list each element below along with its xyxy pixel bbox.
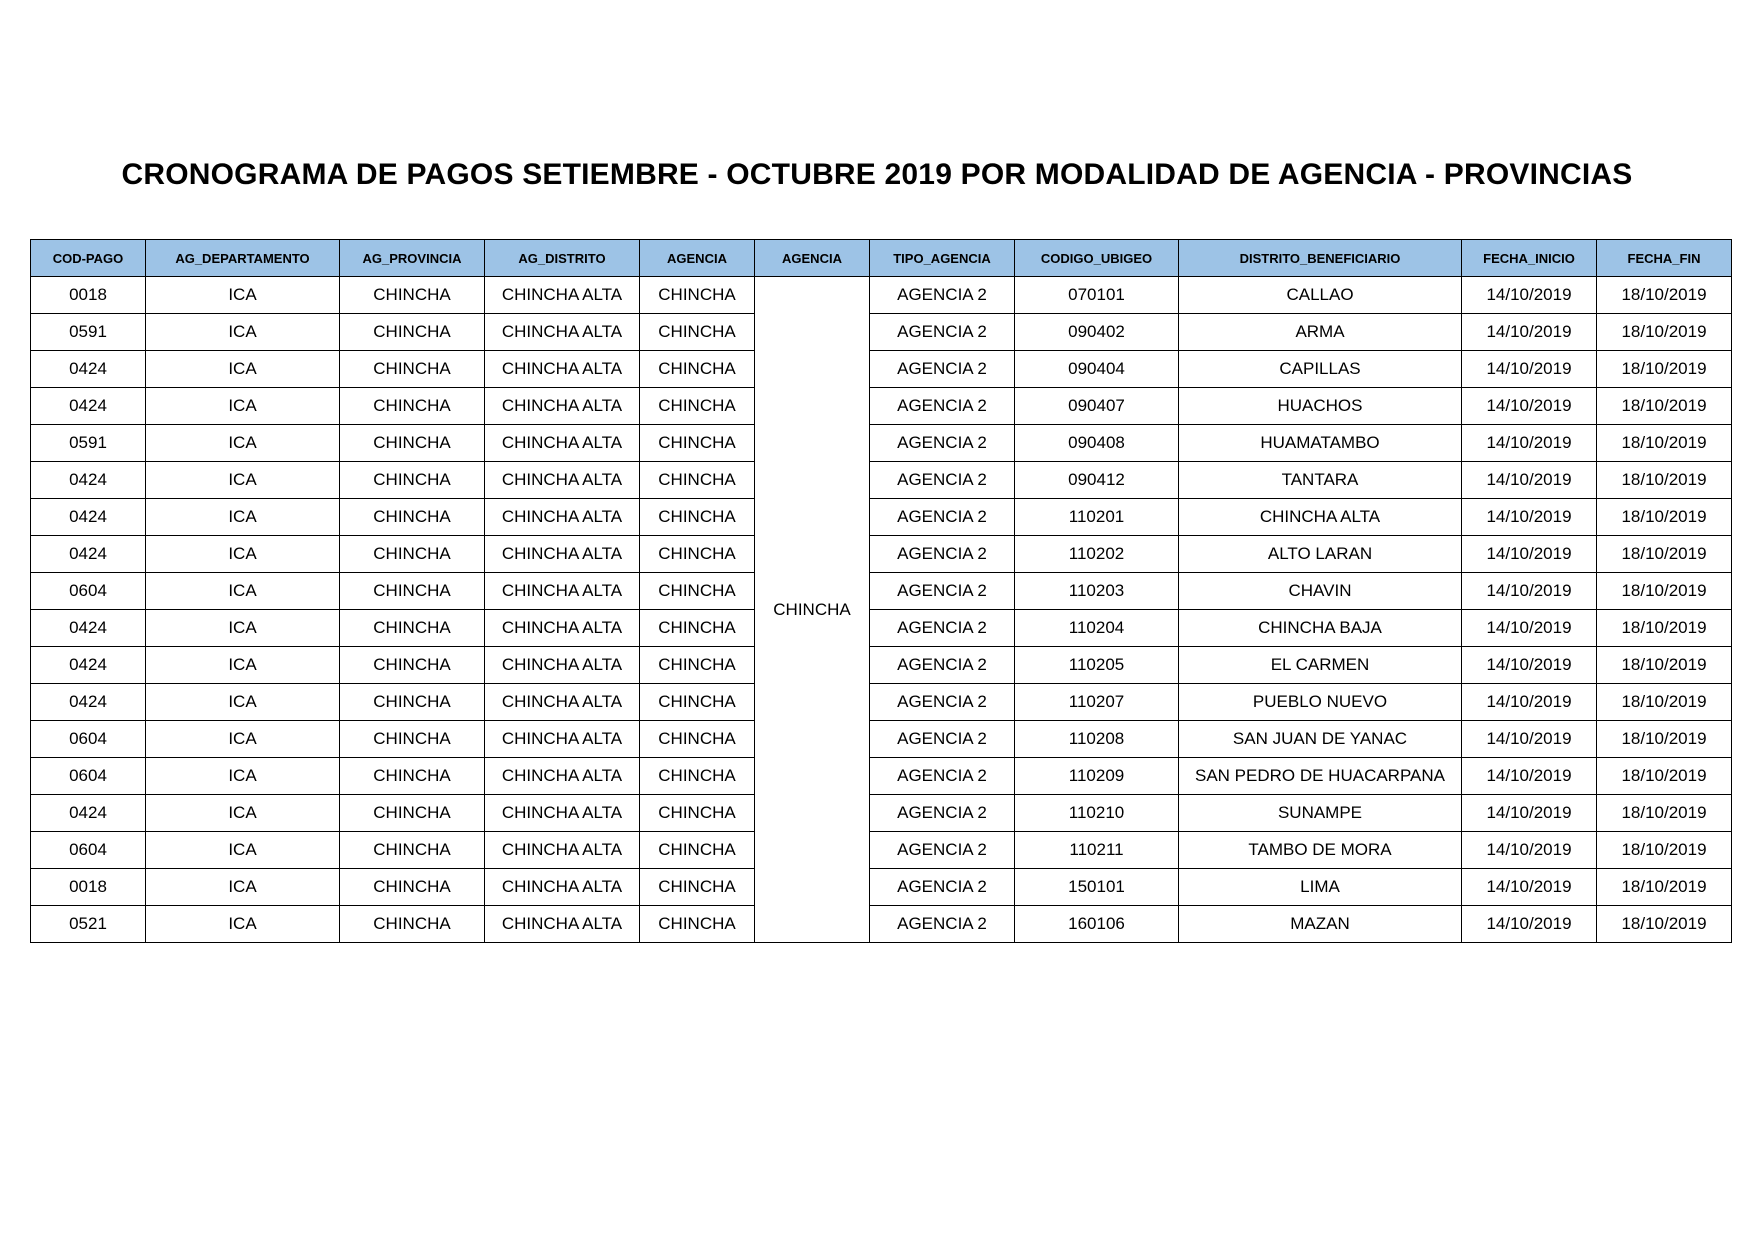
- fecha-fin-cell: 18/10/2019: [1597, 832, 1732, 869]
- table-row: [31, 499, 1732, 536]
- fecha-inicio-cell: 14/10/2019: [1462, 536, 1597, 573]
- cod-pago-cell: 0424: [31, 388, 146, 425]
- fecha-inicio-cell: 14/10/2019: [1462, 832, 1597, 869]
- tipo-agencia-cell: AGENCIA 2: [870, 314, 1015, 351]
- column-header-fecha-inicio: FECHA_INICIO: [1462, 240, 1597, 277]
- tipo-agencia-cell: AGENCIA 2: [870, 499, 1015, 536]
- distrito-beneficiario-cell: CAPILLAS: [1179, 351, 1462, 388]
- fecha-fin-cell: 18/10/2019: [1597, 536, 1732, 573]
- distrito-beneficiario-cell: CHAVIN: [1179, 573, 1462, 610]
- fecha-fin-cell: 18/10/2019: [1597, 684, 1732, 721]
- fecha-fin-cell: 18/10/2019: [1597, 499, 1732, 536]
- agencia-cell: CHINCHA: [640, 684, 755, 721]
- table-row: [31, 573, 1732, 610]
- fecha-inicio-cell: 14/10/2019: [1462, 721, 1597, 758]
- ag-distrito-cell: CHINCHA ALTA: [485, 869, 640, 906]
- column-header-ag-departamento: AG_DEPARTAMENTO: [146, 240, 340, 277]
- fecha-fin-cell: 18/10/2019: [1597, 277, 1732, 314]
- distrito-beneficiario-cell: SUNAMPE: [1179, 795, 1462, 832]
- ag-distrito-cell: CHINCHA ALTA: [485, 795, 640, 832]
- tipo-agencia-cell: AGENCIA 2: [870, 758, 1015, 795]
- agencia-cell: CHINCHA: [640, 610, 755, 647]
- ag-provincia-cell: CHINCHA: [340, 351, 485, 388]
- ag-distrito-cell: CHINCHA ALTA: [485, 721, 640, 758]
- cod-pago-cell: 0424: [31, 462, 146, 499]
- ag-distrito-cell: CHINCHA ALTA: [485, 610, 640, 647]
- fecha-fin-cell: 18/10/2019: [1597, 610, 1732, 647]
- fecha-inicio-cell: 14/10/2019: [1462, 610, 1597, 647]
- agencia-merged-cell: CHINCHA: [755, 277, 870, 943]
- fecha-inicio-cell: 14/10/2019: [1462, 795, 1597, 832]
- codigo-ubigeo-cell: 110204: [1015, 610, 1179, 647]
- cod-pago-cell: 0424: [31, 684, 146, 721]
- fecha-inicio-cell: 14/10/2019: [1462, 388, 1597, 425]
- agencia-cell: CHINCHA: [640, 314, 755, 351]
- cod-pago-cell: 0591: [31, 425, 146, 462]
- ag-provincia-cell: CHINCHA: [340, 832, 485, 869]
- tipo-agencia-cell: AGENCIA 2: [870, 832, 1015, 869]
- ag-distrito-cell: CHINCHA ALTA: [485, 906, 640, 943]
- column-header-ag-provincia: AG_PROVINCIA: [340, 240, 485, 277]
- codigo-ubigeo-cell: 110207: [1015, 684, 1179, 721]
- cod-pago-cell: 0424: [31, 536, 146, 573]
- fecha-fin-cell: 18/10/2019: [1597, 758, 1732, 795]
- page-title: CRONOGRAMA DE PAGOS SETIEMBRE - OCTUBRE 2019 POR MODALIDAD DE AGENCIA - PROVINCIAS: [121, 158, 1633, 191]
- ag-departamento-cell: ICA: [146, 425, 340, 462]
- fecha-inicio-cell: 14/10/2019: [1462, 351, 1597, 388]
- ag-provincia-cell: CHINCHA: [340, 314, 485, 351]
- agencia-cell: CHINCHA: [640, 462, 755, 499]
- agencia-cell: CHINCHA: [640, 499, 755, 536]
- ag-provincia-cell: CHINCHA: [340, 573, 485, 610]
- agencia-cell: CHINCHA: [640, 277, 755, 314]
- fecha-fin-cell: 18/10/2019: [1597, 869, 1732, 906]
- agencia-cell: CHINCHA: [640, 795, 755, 832]
- ag-departamento-cell: ICA: [146, 277, 340, 314]
- agencia-cell: CHINCHA: [640, 906, 755, 943]
- fecha-fin-cell: 18/10/2019: [1597, 906, 1732, 943]
- cod-pago-cell: 0424: [31, 351, 146, 388]
- ag-provincia-cell: CHINCHA: [340, 721, 485, 758]
- table-body: [31, 277, 1732, 943]
- cod-pago-cell: 0424: [31, 499, 146, 536]
- fecha-inicio-cell: 14/10/2019: [1462, 462, 1597, 499]
- codigo-ubigeo-cell: 070101: [1015, 277, 1179, 314]
- codigo-ubigeo-cell: 110208: [1015, 721, 1179, 758]
- column-header-ag-distrito: AG_DISTRITO: [485, 240, 640, 277]
- codigo-ubigeo-cell: 090412: [1015, 462, 1179, 499]
- table-row: [31, 795, 1732, 832]
- tipo-agencia-cell: AGENCIA 2: [870, 869, 1015, 906]
- ag-provincia-cell: CHINCHA: [340, 684, 485, 721]
- cod-pago-cell: 0521: [31, 906, 146, 943]
- agencia-cell: CHINCHA: [640, 832, 755, 869]
- ag-departamento-cell: ICA: [146, 610, 340, 647]
- codigo-ubigeo-cell: 090407: [1015, 388, 1179, 425]
- distrito-beneficiario-cell: EL CARMEN: [1179, 647, 1462, 684]
- agencia-cell: CHINCHA: [640, 721, 755, 758]
- table-row: [31, 832, 1732, 869]
- table-row: [31, 351, 1732, 388]
- tipo-agencia-cell: AGENCIA 2: [870, 277, 1015, 314]
- ag-distrito-cell: CHINCHA ALTA: [485, 499, 640, 536]
- distrito-beneficiario-cell: TANTARA: [1179, 462, 1462, 499]
- column-header-tipo-agencia: TIPO_AGENCIA: [870, 240, 1015, 277]
- ag-provincia-cell: CHINCHA: [340, 758, 485, 795]
- tipo-agencia-cell: AGENCIA 2: [870, 425, 1015, 462]
- ag-distrito-cell: CHINCHA ALTA: [485, 647, 640, 684]
- ag-provincia-cell: CHINCHA: [340, 388, 485, 425]
- fecha-fin-cell: 18/10/2019: [1597, 647, 1732, 684]
- ag-distrito-cell: CHINCHA ALTA: [485, 277, 640, 314]
- ag-provincia-cell: CHINCHA: [340, 425, 485, 462]
- ag-distrito-cell: CHINCHA ALTA: [485, 573, 640, 610]
- ag-provincia-cell: CHINCHA: [340, 499, 485, 536]
- table-row: [31, 462, 1732, 499]
- distrito-beneficiario-cell: CHINCHA BAJA: [1179, 610, 1462, 647]
- table-row: [31, 610, 1732, 647]
- cod-pago-cell: 0604: [31, 721, 146, 758]
- ag-provincia-cell: CHINCHA: [340, 536, 485, 573]
- distrito-beneficiario-cell: SAN JUAN DE YANAC: [1179, 721, 1462, 758]
- ag-provincia-cell: CHINCHA: [340, 462, 485, 499]
- agencia-cell: CHINCHA: [640, 647, 755, 684]
- ag-distrito-cell: CHINCHA ALTA: [485, 314, 640, 351]
- distrito-beneficiario-cell: ALTO LARAN: [1179, 536, 1462, 573]
- cod-pago-cell: 0018: [31, 277, 146, 314]
- ag-provincia-cell: CHINCHA: [340, 795, 485, 832]
- ag-departamento-cell: ICA: [146, 758, 340, 795]
- codigo-ubigeo-cell: 110202: [1015, 536, 1179, 573]
- ag-departamento-cell: ICA: [146, 462, 340, 499]
- table-header-row: [31, 240, 1732, 277]
- fecha-inicio-cell: 14/10/2019: [1462, 906, 1597, 943]
- codigo-ubigeo-cell: 110210: [1015, 795, 1179, 832]
- table-row: [31, 721, 1732, 758]
- tipo-agencia-cell: AGENCIA 2: [870, 388, 1015, 425]
- fecha-inicio-cell: 14/10/2019: [1462, 869, 1597, 906]
- codigo-ubigeo-cell: 110203: [1015, 573, 1179, 610]
- tipo-agencia-cell: AGENCIA 2: [870, 351, 1015, 388]
- ag-departamento-cell: ICA: [146, 684, 340, 721]
- distrito-beneficiario-cell: HUAMATAMBO: [1179, 425, 1462, 462]
- ag-departamento-cell: ICA: [146, 795, 340, 832]
- fecha-inicio-cell: 14/10/2019: [1462, 499, 1597, 536]
- fecha-fin-cell: 18/10/2019: [1597, 314, 1732, 351]
- distrito-beneficiario-cell: CALLAO: [1179, 277, 1462, 314]
- agencia-cell: CHINCHA: [640, 536, 755, 573]
- fecha-fin-cell: 18/10/2019: [1597, 462, 1732, 499]
- ag-departamento-cell: ICA: [146, 647, 340, 684]
- table-row: [31, 906, 1732, 943]
- fecha-fin-cell: 18/10/2019: [1597, 351, 1732, 388]
- cod-pago-cell: 0018: [31, 869, 146, 906]
- ag-distrito-cell: CHINCHA ALTA: [485, 462, 640, 499]
- codigo-ubigeo-cell: 110211: [1015, 832, 1179, 869]
- distrito-beneficiario-cell: LIMA: [1179, 869, 1462, 906]
- cod-pago-cell: 0424: [31, 795, 146, 832]
- table-row: [31, 758, 1732, 795]
- fecha-inicio-cell: 14/10/2019: [1462, 684, 1597, 721]
- ag-departamento-cell: ICA: [146, 573, 340, 610]
- fecha-fin-cell: 18/10/2019: [1597, 721, 1732, 758]
- ag-departamento-cell: ICA: [146, 906, 340, 943]
- fecha-fin-cell: 18/10/2019: [1597, 425, 1732, 462]
- fecha-inicio-cell: 14/10/2019: [1462, 573, 1597, 610]
- table-row: [31, 388, 1732, 425]
- ag-provincia-cell: CHINCHA: [340, 647, 485, 684]
- agencia-cell: CHINCHA: [640, 758, 755, 795]
- table-row: [31, 425, 1732, 462]
- ag-distrito-cell: CHINCHA ALTA: [485, 684, 640, 721]
- ag-provincia-cell: CHINCHA: [340, 277, 485, 314]
- table-row: [31, 277, 1732, 314]
- column-header-agencia-merged: AGENCIA: [755, 240, 870, 277]
- ag-departamento-cell: ICA: [146, 499, 340, 536]
- fecha-fin-cell: 18/10/2019: [1597, 388, 1732, 425]
- codigo-ubigeo-cell: 110201: [1015, 499, 1179, 536]
- agencia-cell: CHINCHA: [640, 425, 755, 462]
- cod-pago-cell: 0591: [31, 314, 146, 351]
- codigo-ubigeo-cell: 160106: [1015, 906, 1179, 943]
- table-row: [31, 869, 1732, 906]
- agencia-cell: CHINCHA: [640, 351, 755, 388]
- tipo-agencia-cell: AGENCIA 2: [870, 573, 1015, 610]
- ag-departamento-cell: ICA: [146, 721, 340, 758]
- column-header-codigo-ubigeo: CODIGO_UBIGEO: [1015, 240, 1179, 277]
- codigo-ubigeo-cell: 150101: [1015, 869, 1179, 906]
- distrito-beneficiario-cell: PUEBLO NUEVO: [1179, 684, 1462, 721]
- ag-distrito-cell: CHINCHA ALTA: [485, 388, 640, 425]
- cod-pago-cell: 0604: [31, 573, 146, 610]
- ag-provincia-cell: CHINCHA: [340, 610, 485, 647]
- ag-departamento-cell: ICA: [146, 832, 340, 869]
- fecha-inicio-cell: 14/10/2019: [1462, 425, 1597, 462]
- cod-pago-cell: 0424: [31, 610, 146, 647]
- ag-provincia-cell: CHINCHA: [340, 869, 485, 906]
- ag-distrito-cell: CHINCHA ALTA: [485, 758, 640, 795]
- distrito-beneficiario-cell: ARMA: [1179, 314, 1462, 351]
- column-header-cod-pago: COD-PAGO: [31, 240, 146, 277]
- codigo-ubigeo-cell: 110209: [1015, 758, 1179, 795]
- distrito-beneficiario-cell: MAZAN: [1179, 906, 1462, 943]
- ag-distrito-cell: CHINCHA ALTA: [485, 832, 640, 869]
- tipo-agencia-cell: AGENCIA 2: [870, 721, 1015, 758]
- column-header-distrito-beneficiario: DISTRITO_BENEFICIARIO: [1179, 240, 1462, 277]
- codigo-ubigeo-cell: 110205: [1015, 647, 1179, 684]
- column-header-agencia: AGENCIA: [640, 240, 755, 277]
- codigo-ubigeo-cell: 090404: [1015, 351, 1179, 388]
- fecha-inicio-cell: 14/10/2019: [1462, 647, 1597, 684]
- distrito-beneficiario-cell: HUACHOS: [1179, 388, 1462, 425]
- table-row: [31, 314, 1732, 351]
- agencia-cell: CHINCHA: [640, 573, 755, 610]
- cod-pago-cell: 0424: [31, 647, 146, 684]
- ag-distrito-cell: CHINCHA ALTA: [485, 425, 640, 462]
- codigo-ubigeo-cell: 090402: [1015, 314, 1179, 351]
- tipo-agencia-cell: AGENCIA 2: [870, 610, 1015, 647]
- table-row: [31, 647, 1732, 684]
- cod-pago-cell: 0604: [31, 758, 146, 795]
- tipo-agencia-cell: AGENCIA 2: [870, 795, 1015, 832]
- table-row: [31, 536, 1732, 573]
- ag-departamento-cell: ICA: [146, 351, 340, 388]
- tipo-agencia-cell: AGENCIA 2: [870, 462, 1015, 499]
- ag-distrito-cell: CHINCHA ALTA: [485, 351, 640, 388]
- fecha-fin-cell: 18/10/2019: [1597, 795, 1732, 832]
- ag-departamento-cell: ICA: [146, 536, 340, 573]
- column-header-fecha-fin: FECHA_FIN: [1597, 240, 1732, 277]
- ag-departamento-cell: ICA: [146, 388, 340, 425]
- tipo-agencia-cell: AGENCIA 2: [870, 536, 1015, 573]
- fecha-fin-cell: 18/10/2019: [1597, 573, 1732, 610]
- distrito-beneficiario-cell: CHINCHA ALTA: [1179, 499, 1462, 536]
- tipo-agencia-cell: AGENCIA 2: [870, 647, 1015, 684]
- ag-departamento-cell: ICA: [146, 314, 340, 351]
- distrito-beneficiario-cell: SAN PEDRO DE HUACARPANA: [1179, 758, 1462, 795]
- agencia-cell: CHINCHA: [640, 869, 755, 906]
- tipo-agencia-cell: AGENCIA 2: [870, 906, 1015, 943]
- ag-departamento-cell: ICA: [146, 869, 340, 906]
- payment-schedule-table: [30, 239, 1732, 943]
- fecha-inicio-cell: 14/10/2019: [1462, 758, 1597, 795]
- ag-distrito-cell: CHINCHA ALTA: [485, 536, 640, 573]
- fecha-inicio-cell: 14/10/2019: [1462, 277, 1597, 314]
- ag-provincia-cell: CHINCHA: [340, 906, 485, 943]
- cod-pago-cell: 0604: [31, 832, 146, 869]
- distrito-beneficiario-cell: TAMBO DE MORA: [1179, 832, 1462, 869]
- table-row: [31, 684, 1732, 721]
- codigo-ubigeo-cell: 090408: [1015, 425, 1179, 462]
- fecha-inicio-cell: 14/10/2019: [1462, 314, 1597, 351]
- tipo-agencia-cell: AGENCIA 2: [870, 684, 1015, 721]
- agencia-cell: CHINCHA: [640, 388, 755, 425]
